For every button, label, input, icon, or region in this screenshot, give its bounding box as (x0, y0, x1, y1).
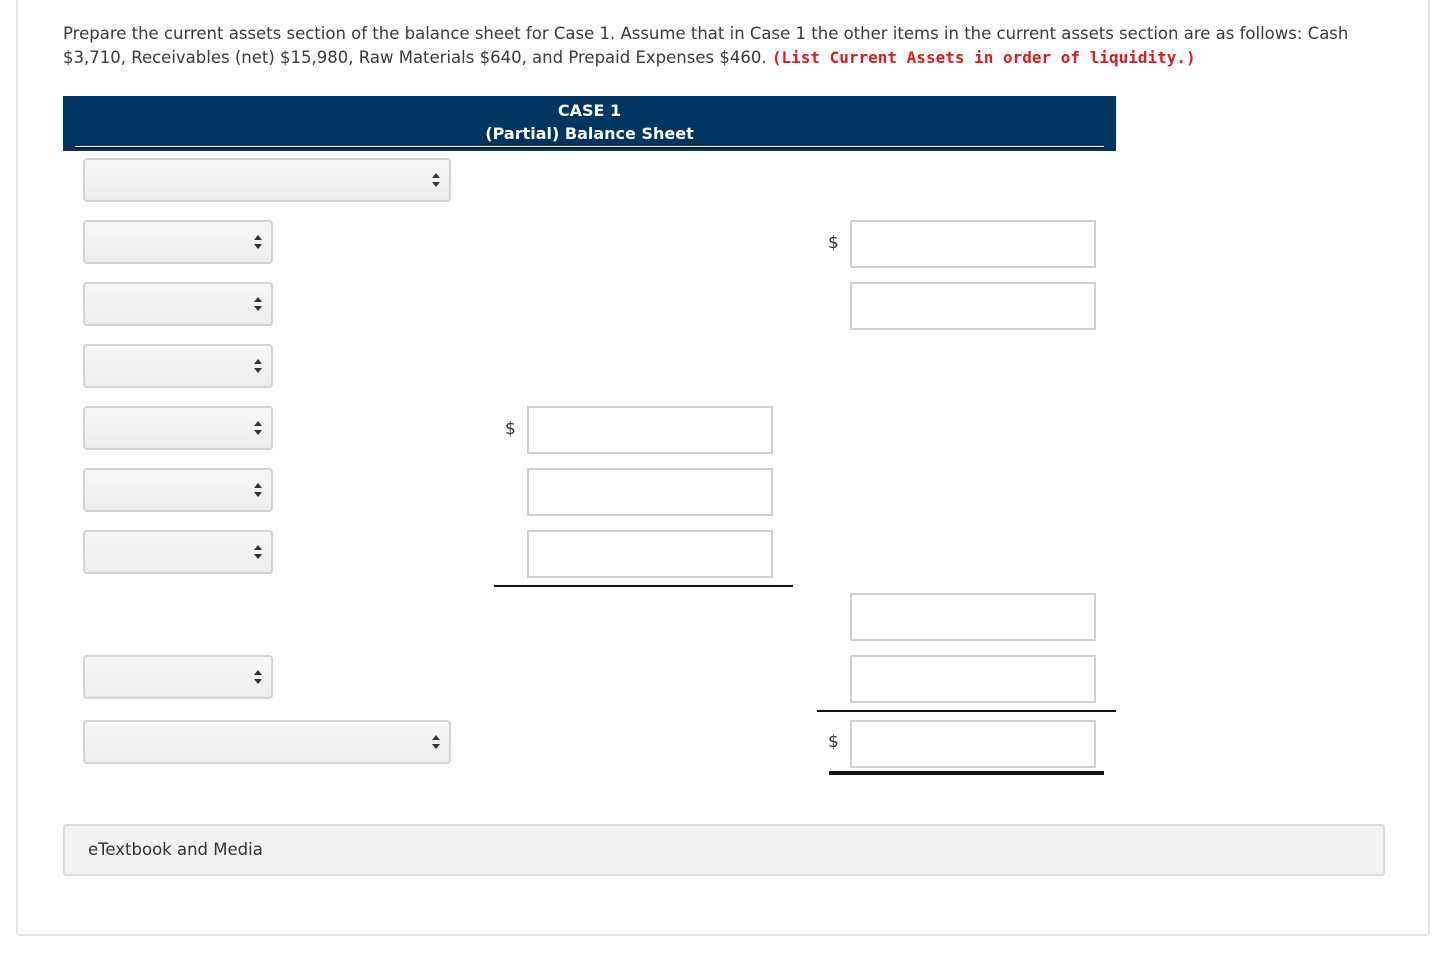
select-arrows-icon (254, 670, 262, 684)
amount-input-m2[interactable] (527, 468, 773, 516)
select-arrows-icon (254, 297, 262, 311)
sheet-title: CASE 1 (557, 101, 622, 120)
heading-select[interactable] (83, 158, 451, 202)
etextbook-media-label: eTextbook and Media (88, 840, 263, 859)
account-select-2[interactable] (83, 282, 273, 326)
amount-input-r4[interactable] (850, 655, 1096, 703)
header-underline (75, 147, 1104, 149)
select-arrows-icon (432, 735, 440, 749)
select-arrows-icon (254, 359, 262, 373)
total-select[interactable] (83, 720, 451, 764)
question-text: Prepare the current assets section of the balance sheet for Case 1. Assume that in Case 1 the other items in the current assets section are as follows: Cash $3,710, Receivables (net) $15,980, Raw Materials $640, and Prepaid Expenses $460. (63, 24, 1349, 67)
subtotal-rule (494, 585, 793, 587)
account-select-6[interactable] (83, 530, 273, 574)
question-text-block (63, 22, 1363, 70)
amount-input-r3[interactable] (850, 593, 1096, 641)
instruction-text: (List Current Assets in order of liquidity.) (771, 48, 1196, 67)
account-select-4[interactable] (83, 406, 273, 450)
sheet-subtitle: (Partial) Balance Sheet (485, 124, 694, 143)
amount-input-m1[interactable] (527, 406, 773, 454)
dollar-sign: $ (505, 419, 516, 439)
amount-input-r2[interactable] (850, 282, 1096, 330)
dollar-sign: $ (828, 233, 839, 253)
balance-sheet-header (63, 96, 1116, 151)
total-amount-input[interactable] (850, 720, 1096, 768)
etextbook-media-panel[interactable] (63, 824, 1385, 876)
account-select-3[interactable] (83, 344, 273, 388)
amount-input-m3[interactable] (527, 530, 773, 578)
select-arrows-icon (254, 421, 262, 435)
select-arrows-icon (254, 483, 262, 497)
select-arrows-icon (432, 173, 440, 187)
dollar-sign: $ (828, 732, 839, 752)
select-arrows-icon (254, 235, 262, 249)
account-select-5[interactable] (83, 468, 273, 512)
double-underline (829, 771, 1104, 775)
account-select-7[interactable] (83, 655, 273, 699)
select-arrows-icon (254, 545, 262, 559)
account-select-1[interactable] (83, 220, 273, 264)
total-rule (817, 710, 1116, 712)
amount-input-r1[interactable] (850, 220, 1096, 268)
